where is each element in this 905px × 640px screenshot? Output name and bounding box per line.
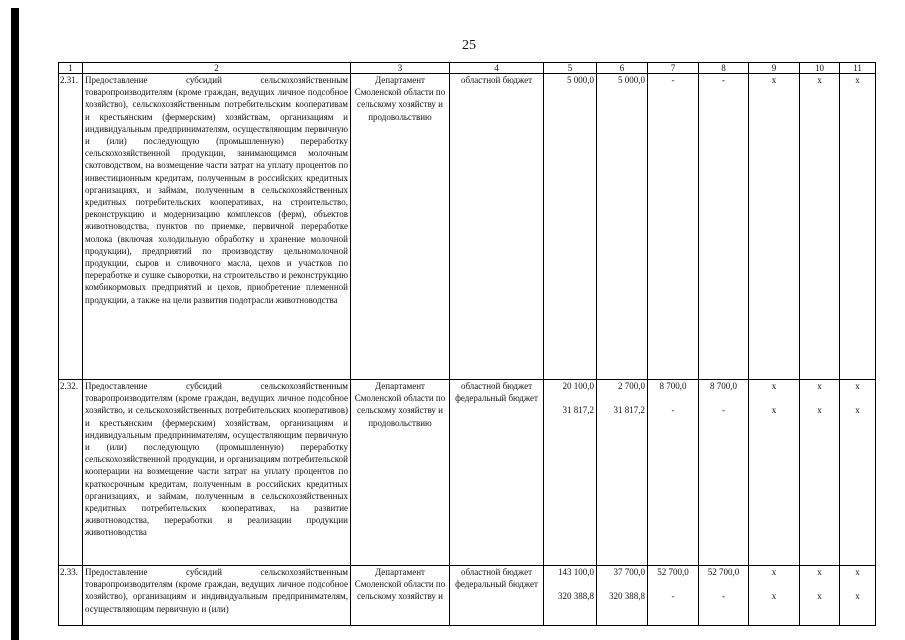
measure-name: Предоставление субсидий сельскохозяйственным товаропроизводителям (кроме граждан, ведущих личное подсобное хозяйство), организациям и индивидуальным предпринимателям, осуществляющим первичную и (или) [83,566,351,626]
funding-source-regional: областной бюджет [460,567,533,577]
column-header: 2 [83,63,351,74]
amount-total [544,380,597,566]
executor: Департамент Смоленской области по сельскому хозяйству и продовольствию [351,74,450,380]
table-row [59,74,876,380]
value-regional: 52 700,0 [707,567,740,577]
value-federal: - [671,591,675,602]
row-number: 2.32. [59,380,83,566]
col-10 [800,566,840,626]
value-federal: - [722,591,725,602]
value-regional: х [771,381,777,391]
value-federal: 31 817,2 [613,405,645,416]
column-header: 9 [749,63,800,74]
measure-name: Предоставление субсидий сельскохозяйственным товаропроизводителям (кроме граждан, ведущих личное подсобное хозяйство, и сельскохозяйственных потребительских кооперативов) и крестьянским (фермерским) хозяйствам, организациям и индивидуальным предпринимателям, осуществляющим первичную и (или) последующую (промышленную) переработку сельскохозяйственной продукции, и организациям потребительской кооперации на возмещение части затрат на уплату процентов по краткосрочным кредитам, полученным в российских кредитных организациях, и займам, полученным в сельскохозяйственных кредитных потребительских кооперативах, на развитие животноводства, переработки и реализации продукции животноводства [83,380,351,566]
value-federal: х [855,405,860,416]
value-regional: 8 700,0 [710,381,737,391]
value-federal: х [771,591,777,602]
funding-source-federal: федеральный бюджет [455,393,538,404]
value-federal: 320 388,8 [609,591,645,602]
amount-total [544,566,597,626]
funding-source [450,566,544,626]
value-regional: 20 100,0 [562,381,594,391]
col-10 [800,74,840,380]
value-regional: х [817,381,822,391]
value-regional: 5 000,0 [618,75,645,85]
value-regional: х [855,75,860,85]
value-regional: 37 700,0 [613,567,645,577]
value-federal: х [817,591,822,602]
value-regional: - [671,75,675,85]
table-row [59,566,876,626]
col-10 [800,380,840,566]
amount-year-3 [699,380,749,566]
table-row [59,380,876,566]
value-regional: 143 100,0 [558,567,594,577]
col-11 [840,566,876,626]
value-federal: 31 817,2 [562,405,594,416]
binding-bar [11,8,19,640]
value-regional: х [771,567,777,577]
column-header: 7 [648,63,699,74]
col-11 [840,380,876,566]
executor: Департамент Смоленской области по сельскому хозяйству и [351,566,450,626]
amount-year-2 [648,74,699,380]
column-header: 1 [59,63,83,74]
amount-year-3 [699,566,749,626]
column-header: 3 [351,63,450,74]
value-federal: х [817,405,822,416]
funding-source-regional: областной бюджет [460,381,533,391]
col-9 [749,74,800,380]
row-number: 2.33. [59,566,83,626]
funding-source [450,380,544,566]
value-regional: х [817,567,822,577]
value-regional: х [855,381,860,391]
amount-year-2 [648,566,699,626]
value-federal: х [855,591,860,602]
value-federal: х [771,405,777,416]
funding-source [450,74,544,380]
value-federal: 320 388,8 [558,591,594,602]
amount-year-1 [597,566,648,626]
column-header: 11 [840,63,876,74]
program-table [58,62,876,626]
amount-year-1 [597,380,648,566]
column-header: 10 [800,63,840,74]
amount-year-2 [648,380,699,566]
value-regional: 2 700,0 [618,381,645,391]
funding-source-regional: областной бюджет [460,75,533,85]
col-11 [840,74,876,380]
value-regional: х [817,75,822,85]
value-federal: - [722,405,725,416]
value-regional: х [771,75,777,85]
value-federal: - [671,405,675,416]
column-header: 6 [597,63,648,74]
amount-total [544,74,597,380]
column-header: 4 [450,63,544,74]
column-number-row [59,63,876,74]
value-regional: 52 700,0 [657,567,689,577]
measure-name: Предоставление субсидий сельскохозяйственным товаропроизводителям (кроме граждан, ведущих личное подсобное хозяйство), сельскохозяйственным потребительским кооперативам и крестьянским (фермерским) хозяйствам, организациям и индивидуальным предпринимателям, осуществляющим первичную и (или) последующую (промышленную) переработку сельскохозяйственной продукции, занимающимся молочным скотоводством, на возмещение части затрат на уплату процентов по инвестиционным кредитам, полученным в российских кредитных организациях, и займам, полученным в сельскохозяйственных кредитных потребительских кооперативах, на строительство, реконструкцию и модернизацию комплексов (ферм), объектов животноводства, пунктов по приемке, первичной переработке молока (включая холодильную обработку и хранение молочной продукции), предприятий по производству цельномолочной продукции, сыров и сливочного масла, цехов и участков по переработке и сушке сыворотки, на строительство и реконструкцию комбикормовых предприятий и цехов, приобретение племенной продукции, а также на цели развития подотрасли животноводства [83,74,351,380]
value-regional: 5 000,0 [567,75,594,85]
value-regional: 8 700,0 [659,381,687,391]
value-regional: х [855,567,860,577]
column-header: 8 [699,63,749,74]
executor: Департамент Смоленской области по сельскому хозяйству и продовольствию [351,380,450,566]
funding-source-federal: федеральный бюджет [455,579,538,590]
amount-year-1 [597,74,648,380]
column-header: 5 [544,63,597,74]
col-9 [749,380,800,566]
row-number: 2.31. [59,74,83,380]
col-9 [749,566,800,626]
page-number: 25 [462,38,476,53]
amount-year-3 [699,74,749,380]
value-regional: - [722,75,725,85]
